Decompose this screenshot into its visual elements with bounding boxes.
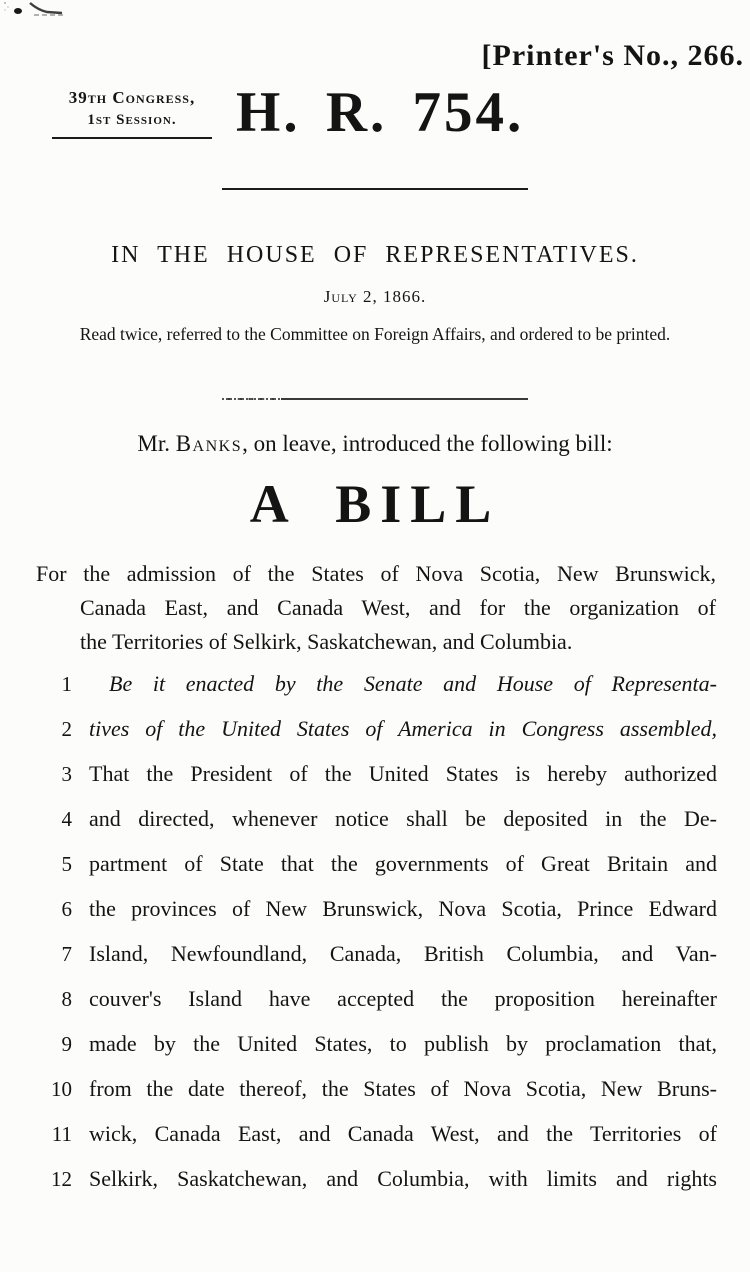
bill-body-line bbox=[0, 1111, 750, 1156]
action-line: Read twice, referred to the Committee on Foreign Affairs, and ordered to be printed. bbox=[79, 324, 671, 344]
line-text: Selkirk, Saskatchewan, and Columbia, with limits and rights bbox=[89, 1166, 717, 1191]
introduction-suffix: , on leave, introduced the following bill: bbox=[242, 431, 613, 456]
line-text: tives of the United States of America in Congress assembled, bbox=[89, 716, 717, 741]
introduction-prefix: Mr. bbox=[137, 431, 176, 456]
line-text: partment of State that the governments of Great Britain and bbox=[89, 851, 717, 876]
printers-number: [Printer's No., 266. bbox=[481, 39, 744, 72]
session-line: 1st Session. bbox=[87, 111, 177, 128]
line-number: 6 bbox=[61, 897, 72, 921]
line-number: 8 bbox=[61, 987, 72, 1011]
horizontal-rule-top bbox=[222, 188, 528, 190]
line-number: 5 bbox=[61, 852, 72, 876]
line-number: 11 bbox=[51, 1122, 72, 1146]
bill-body-line bbox=[0, 1066, 750, 1111]
bill-body-line bbox=[0, 1021, 750, 1066]
bill-heading: A BILL bbox=[249, 474, 501, 534]
bill-body bbox=[0, 661, 750, 1201]
bill-body-line bbox=[0, 751, 750, 796]
line-text: made by the United States, to publish by proclamation that, bbox=[89, 1031, 717, 1056]
line-number: 12 bbox=[51, 1167, 72, 1191]
bill-body-line bbox=[0, 661, 750, 706]
congress-session-block bbox=[52, 87, 212, 139]
title-line: Canada East, and Canada West, and for the organization of bbox=[80, 595, 716, 620]
line-text: Island, Newfoundland, Canada, British Columbia, and Van- bbox=[89, 941, 717, 966]
bill-body-line bbox=[0, 931, 750, 976]
date-line: July 2, 1866. bbox=[323, 287, 427, 306]
line-text: Be it enacted by the Senate and House of Representa- bbox=[109, 671, 717, 696]
chamber-heading: IN THE HOUSE OF REPRESENTATIVES. bbox=[111, 242, 639, 268]
congress-line: 39th Congress, bbox=[68, 88, 196, 107]
line-text: and directed, whenever notice shall be deposited in the De- bbox=[89, 806, 717, 831]
bill-body-line bbox=[0, 796, 750, 841]
line-text: couver's Island have accepted the proposition hereinafter bbox=[89, 986, 717, 1011]
bill-body-line bbox=[0, 976, 750, 1021]
bill-body-line bbox=[0, 1156, 750, 1201]
line-number: 7 bbox=[61, 942, 72, 966]
title-line: For the admission of the States of Nova Scotia, New Brunswick, bbox=[36, 561, 716, 586]
line-number: 9 bbox=[61, 1032, 72, 1056]
line-number: 3 bbox=[61, 762, 72, 786]
sponsor-name: Banks bbox=[175, 431, 243, 456]
introduction-line bbox=[0, 431, 750, 457]
line-number: 2 bbox=[61, 717, 72, 741]
horizontal-rule-middle bbox=[222, 398, 528, 400]
ink-smudge-artifact bbox=[3, 1, 75, 19]
line-number: 4 bbox=[61, 807, 72, 831]
bill-body-line bbox=[0, 841, 750, 886]
line-text: wick, Canada East, and Canada West, and the Territories of bbox=[89, 1121, 717, 1146]
title-line: the Territories of Selkirk, Saskatchewan, and Columbia. bbox=[80, 629, 573, 654]
bill-body-line bbox=[0, 706, 750, 751]
line-text: the provinces of New Brunswick, Nova Scotia, Prince Edward bbox=[89, 896, 717, 921]
line-number: 10 bbox=[51, 1077, 72, 1101]
bill-body-line bbox=[0, 886, 750, 931]
line-text: from the date thereof, the States of Nova Scotia, New Bruns- bbox=[89, 1076, 717, 1101]
line-text: That the President of the United States is hereby authorized bbox=[89, 761, 717, 786]
bill-number-heading: H. R. 754. bbox=[236, 81, 525, 144]
line-number: 1 bbox=[61, 672, 72, 696]
bill-long-title bbox=[36, 557, 716, 659]
